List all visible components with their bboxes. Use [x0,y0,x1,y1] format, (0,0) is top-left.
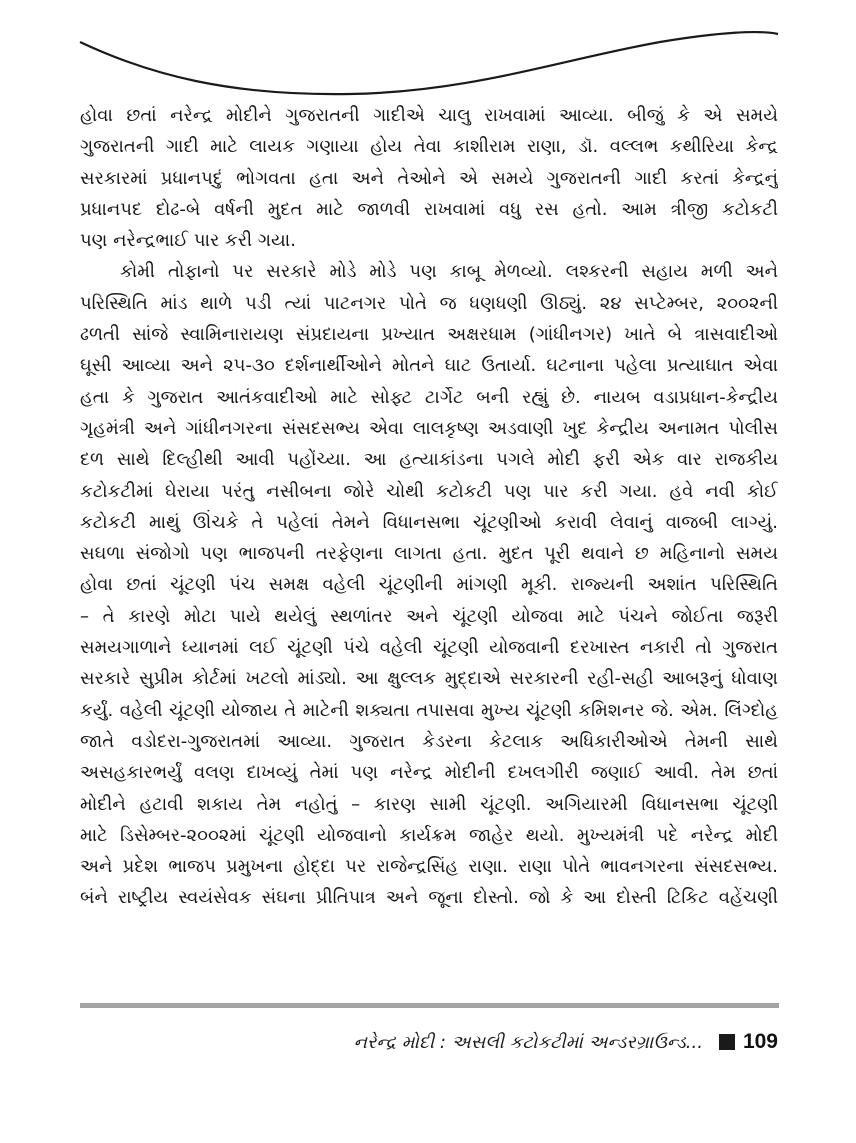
page-number: 109 [742,1030,778,1053]
text-line: મોદીને હટાવી શકાય તેમ નહોતું – કારણ સામી ચૂંટણી. અગિયારમી વિધાનસભા ચૂંટણી [80,793,778,815]
text-line: જાતે વડોદરા-ગુજરાતમાં આવ્યા. ગુજરાત કેડરના કેટલાક અધિકારીઓએ તેમની સાથે [80,730,778,752]
text-line: સરકારમાં પ્રધાનપદું ભોગવતા હતા અને તેઓને એ સમયે ગુજરાતની ગાદી કરતાં કેન્દ્રનું [80,167,778,189]
text-line: સરકારે સુપ્રીમ કોર્ટમાં ખટલો માંડ્યો. આ ક્ષુલ્લક મુદ્દાએ સરકારની રહી-સહી આબરૂનું ધોવાણ [80,668,778,690]
text-line: હોવા છતાં ચૂંટણી પંચ સમક્ષ વહેલી ચૂંટણીની માંગણી મૂકી. રાજ્યની અશાંત પરિસ્થિતિ [80,574,778,596]
body-text [80,100,778,914]
text-line: ઢળતી સાંજે સ્વામિનારાયણ સંપ્રદાયના પ્રખ્યાત અક્ષરધામ (ગાંધીનગર) ખાતે બે ત્રાસવાદીઓ [80,324,778,346]
text-line: માટે ડિસેમ્બર-૨૦૦૨માં ચૂંટણી યોજવાનો કાર્યક્રમ જાહેર થયો. મુખ્યમંત્રી પદે નરેન્દ્ર મોદી [80,824,778,846]
text-line: બંને રાષ્ટ્રીય સ્વયંસેવક સંઘના પ્રીતિપાત્ર અને જૂના દોસ્તો. જો કે આ દોસ્તી ટિકિટ વહેંચણી [80,887,778,909]
text-line: ઘૂસી આવ્યા અને ૨૫-૩૦ દર્શનાર્થીઓને મોતને ઘાટ ઉતાર્યા. ઘટનાના પહેલા પ્રત્યાઘાત એવા [80,355,778,377]
text-line: અસહકારભર્યું વલણ દાખવ્યું તેમાં પણ નરેન્દ્ર મોદીની દખલગીરી જણાઈ આવી. તેમ છતાં [80,762,778,784]
header-wave-decoration [0,0,856,110]
text-line: કર્યું. વહેલી ચૂંટણી યોજાય તે માટેની શક્યતા તપાસવા મુખ્ય ચૂંટણી કમિશનર જે. એમ. લિંગ્દોહ [80,699,778,721]
footer-divider [80,1003,779,1008]
square-bullet-icon [719,1034,735,1050]
text-line: ગૃહમંત્રી અને ગાંધીનગરના સંસદસભ્ય એવા લાલકૃષ્ણ અડવાણી ખુદ કેન્દ્રીય અનામત પોલીસ [80,417,778,439]
text-line: હોવા છતાં નરેન્દ્ર મોદીને ગુજરાતની ગાદીએ ચાલુ રાખવામાં આવ્યા. બીજું કે એ સમયે [80,105,778,126]
text-line: કોમી તોફાનો પર સરકારે મોડે મોડે પણ કાબૂ મેળવ્યો. લશ્કરની સહાય મળી અને [120,261,778,283]
text-line: કટોકટીમાં ઘેરાયા પરંતુ નસીબના જોરે ચોથી કટોકટી પણ પાર કરી ગયા. હવે નવી કોઈ [80,480,778,502]
text-line: પણ નરેન્દ્રભાઈ પાર કરી ગયા. [80,230,296,252]
page-footer [354,1022,778,1062]
running-footer-title: નરેન્દ્ર મોદી : અસલી કટોકટીમાં અન્ડરગ્રાઉન્ડ... [353,1031,703,1053]
text-line: હતા કે ગુજરાત આતંકવાદીઓ માટે સોફ્ટ ટાર્ગેટ બની રહ્યું છે. નાયબ વડાપ્રધાન-કેન્દ્રીય [80,386,778,408]
text-line: પ્રધાનપદ દોઢ-બે વર્ષની મુદત માટે જાળવી રાખવામાં વધુ રસ હતો. આમ ત્રીજી કટોકટી [80,198,778,220]
text-line: કટોકટી માથું ઊંચકે તે પહેલાં તેમને વિધાનસભા ચૂંટણીઓ કરાવી લેવાનું વાજબી લાગ્યું. [80,511,778,533]
text-line: પરિસ્થિતિ માંડ થાળે પડી ત્યાં પાટનગર પોતે જ ધણધણી ઊઠ્યું. ૨૪ સપ્ટેમ્બર, ૨૦૦૨ની [80,292,778,314]
text-line: સઘળા સંજોગો પણ ભાજપની તરફેણના લાગતા હતા. મુદત પૂરી થવાને છ મહિનાનો સમય [80,543,778,565]
text-line: સમયગાળાને ધ્યાનમાં લઈ ચૂંટણી પંચે વહેલી ચૂંટણી યોજવાની દરખાસ્ત નકારી તો ગુજરાત [80,637,778,659]
text-line: – તે કારણે મોટા પાયે થયેલું સ્થળાંતર અને ચૂંટણી યોજવા માટે પંચને જોઈતા જરૂરી [80,605,778,627]
text-line: દળ સાથે દિલ્હીથી આવી પહોંચ્યા. આ હત્યાકાંડના પગલે મોદી ફરી એક વાર રાજકીય [80,449,778,471]
text-line: ગુજરાતની ગાદી માટે લાયક ગણાયા હોય તેવા કાશીરામ રાણા, ડૉ. વલ્લભ કથીરિયા કેન્દ્ર [80,136,778,158]
text-line: અને પ્રદેશ ભાજપ પ્રમુખના હોદ્દા પર રાજેન્દ્રસિંહ રાણા. રાણા પોતે ભાવનગરના સંસદસભ્ય. [80,856,778,878]
